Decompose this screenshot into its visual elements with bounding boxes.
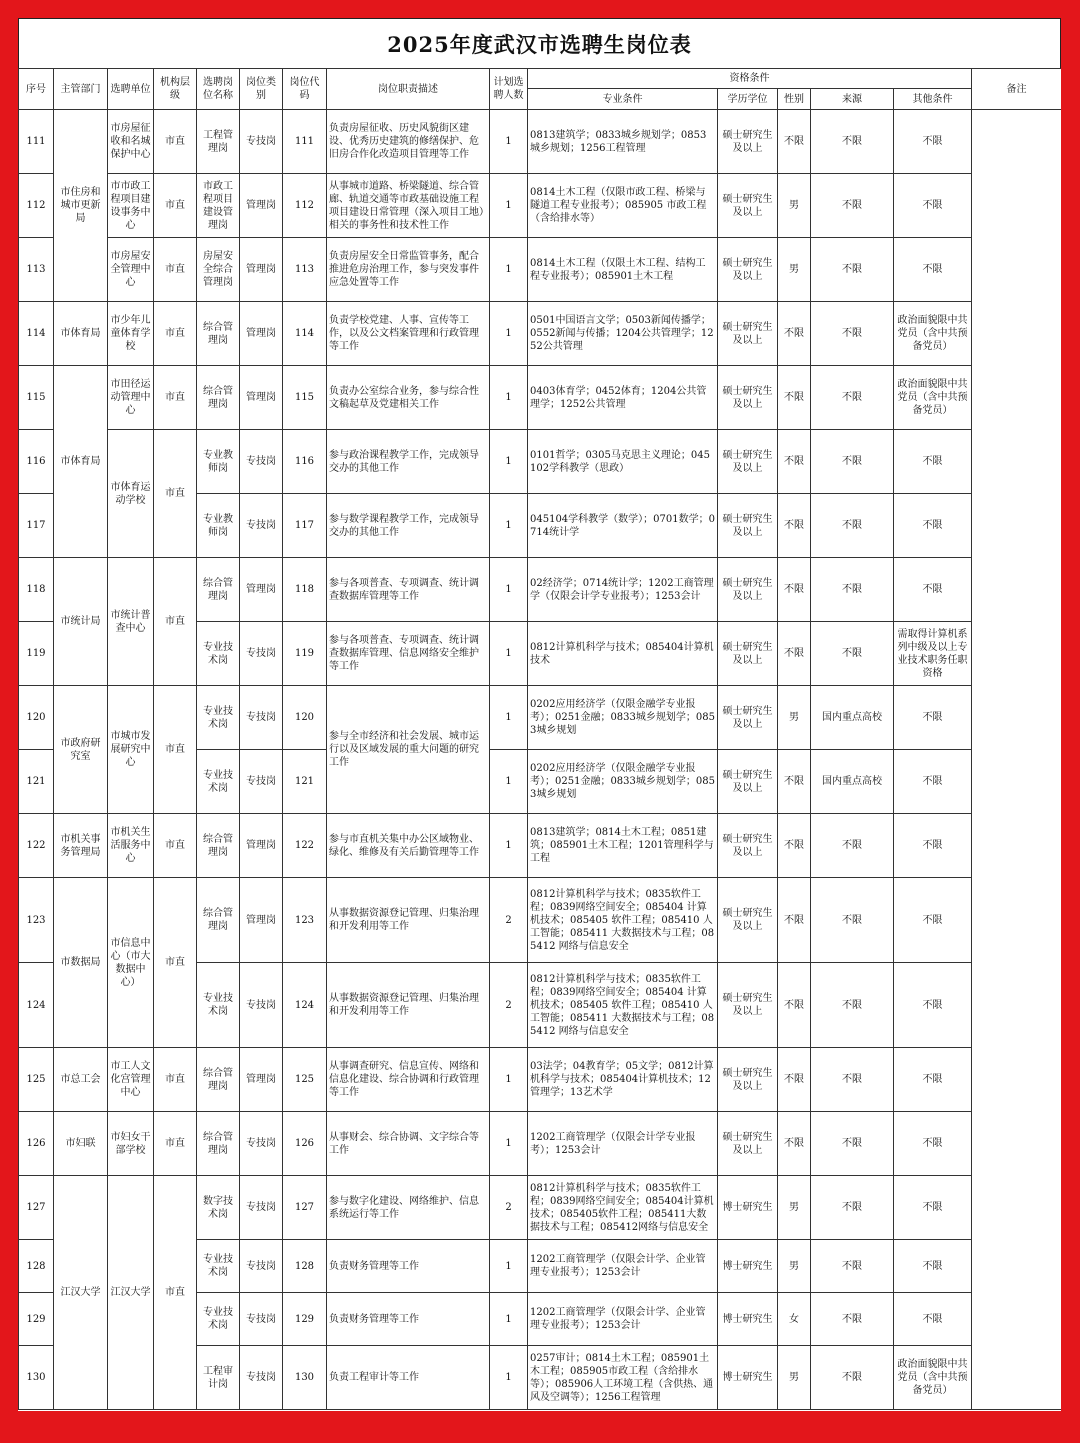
header-dept: 主管部门 (54, 69, 108, 110)
cell-unit: 市信息中心（市大数据中心） (108, 878, 154, 1048)
cell-source: 不限 (811, 814, 894, 878)
cell-level: 市直 (154, 430, 197, 558)
cell-post-type: 专技岗 (240, 622, 283, 686)
cell-gender: 不限 (778, 366, 811, 430)
cell-post-code: 117 (283, 494, 327, 558)
cell-post-code: 120 (283, 686, 327, 750)
cell-plan: 1 (490, 366, 528, 430)
cell-post-code: 111 (283, 110, 327, 174)
cell-dept: 市体育局 (54, 366, 108, 558)
cell-post-type: 专技岗 (240, 1346, 283, 1410)
cell-other: 需取得计算机系列中级及以上专业技术职务任职资格 (894, 622, 972, 686)
cell-post-code: 122 (283, 814, 327, 878)
header-post-name: 选聘岗位名称 (197, 69, 240, 110)
cell-other: 不限 (894, 963, 972, 1048)
cell-post-name: 专业教师岗 (197, 430, 240, 494)
cell-seq: 130 (19, 1346, 54, 1410)
table-row (19, 366, 1062, 430)
cell-source: 不限 (811, 878, 894, 963)
cell-dept: 市数据局 (54, 878, 108, 1048)
cell-seq: 123 (19, 878, 54, 963)
cell-post-name: 综合管理岗 (197, 302, 240, 366)
cell-duty: 从事数据资源登记管理、归集治理和开发利用等工作 (327, 963, 490, 1048)
cell-major: 0501中国语言文学；0503新闻传播学；0552新闻与传播；1204公共管理学；1252公共管理 (528, 302, 718, 366)
cell-source: 不限 (811, 238, 894, 302)
cell-seq: 115 (19, 366, 54, 430)
cell-edu: 硕士研究生及以上 (718, 1048, 778, 1112)
cell-other: 不限 (894, 558, 972, 622)
cell-unit: 市妇女干部学校 (108, 1112, 154, 1176)
cell-dept: 江汉大学 (54, 1176, 108, 1410)
cell-source: 不限 (811, 366, 894, 430)
cell-other: 不限 (894, 174, 972, 238)
header-plan: 计划选聘人数 (490, 69, 528, 110)
cell-post-type: 专技岗 (240, 750, 283, 814)
cell-unit: 市工人文化宫管理中心 (108, 1048, 154, 1112)
cell-unit: 市房屋征收和名城保护中心 (108, 110, 154, 174)
cell-seq: 117 (19, 494, 54, 558)
cell-post-code: 114 (283, 302, 327, 366)
cell-other: 不限 (894, 686, 972, 750)
cell-gender: 不限 (778, 430, 811, 494)
cell-other: 不限 (894, 878, 972, 963)
cell-seq: 116 (19, 430, 54, 494)
cell-seq: 120 (19, 686, 54, 750)
cell-gender: 女 (778, 1293, 811, 1346)
cell-major: 0812计算机科学与技术；0835软件工程；0839网络空间安全；085404 计算机技术；085405 软件工程；085410 人工智能；085411 大数据技术与工程；085412 网络与信息安全 (528, 963, 718, 1048)
cell-seq: 111 (19, 110, 54, 174)
table-row (19, 110, 1062, 174)
cell-duty: 负责财务管理等工作 (327, 1293, 490, 1346)
cell-plan: 1 (490, 686, 528, 750)
cell-plan: 1 (490, 750, 528, 814)
cell-other: 不限 (894, 1112, 972, 1176)
cell-plan: 1 (490, 1240, 528, 1293)
cell-post-name: 工程审计岗 (197, 1346, 240, 1410)
cell-other: 不限 (894, 750, 972, 814)
header-remark: 备注 (972, 69, 1062, 110)
cell-unit: 市田径运动管理中心 (108, 366, 154, 430)
cell-post-type: 管理岗 (240, 814, 283, 878)
header-major: 专业条件 (528, 89, 718, 110)
cell-major: 0257审计；0814土木工程；085901土木工程；085905市政工程（含给排水等）；085906人工环境工程（含供热、通风及空调等）；1256工程管理 (528, 1346, 718, 1410)
cell-dept: 市体育局 (54, 302, 108, 366)
header-qualification: 资格条件 (528, 69, 972, 89)
cell-post-code: 130 (283, 1346, 327, 1410)
cell-seq: 129 (19, 1293, 54, 1346)
cell-edu: 硕士研究生及以上 (718, 622, 778, 686)
cell-edu: 硕士研究生及以上 (718, 238, 778, 302)
cell-plan: 1 (490, 430, 528, 494)
cell-gender: 男 (778, 174, 811, 238)
cell-dept: 市总工会 (54, 1048, 108, 1112)
cell-post-type: 专技岗 (240, 110, 283, 174)
cell-seq: 114 (19, 302, 54, 366)
cell-post-code: 115 (283, 366, 327, 430)
cell-dept: 市政府研究室 (54, 686, 108, 814)
cell-gender: 不限 (778, 110, 811, 174)
table-row (19, 430, 1062, 494)
cell-major: 02经济学；0714统计学；1202工商管理学（仅限会计学专业报考）；1253会计 (528, 558, 718, 622)
cell-seq: 126 (19, 1112, 54, 1176)
cell-gender: 男 (778, 1240, 811, 1293)
cell-plan: 1 (490, 110, 528, 174)
cell-major: 1202工商管理学（仅限会计学、企业管理专业报考）；1253会计 (528, 1293, 718, 1346)
cell-post-code: 129 (283, 1293, 327, 1346)
cell-seq: 112 (19, 174, 54, 238)
cell-edu: 硕士研究生及以上 (718, 366, 778, 430)
cell-source: 不限 (811, 302, 894, 366)
cell-edu: 硕士研究生及以上 (718, 110, 778, 174)
table-row (19, 814, 1062, 878)
cell-source: 不限 (811, 1293, 894, 1346)
cell-edu: 硕士研究生及以上 (718, 750, 778, 814)
cell-duty: 参与数字化建设、网络维护、信息系统运行等工作 (327, 1176, 490, 1240)
cell-edu: 硕士研究生及以上 (718, 302, 778, 366)
cell-plan: 2 (490, 878, 528, 963)
cell-major: 1202工商管理学（仅限会计学专业报考）；1253会计 (528, 1112, 718, 1176)
cell-post-name: 综合管理岗 (197, 558, 240, 622)
cell-unit: 市体育运动学校 (108, 430, 154, 558)
cell-post-type: 专技岗 (240, 963, 283, 1048)
cell-edu: 硕士研究生及以上 (718, 558, 778, 622)
cell-source: 国内重点高校 (811, 750, 894, 814)
cell-duty: 从事数据资源登记管理、归集治理和开发利用等工作 (327, 878, 490, 963)
cell-duty: 参与市直机关集中办公区域物业、绿化、维修及有关后勤管理等工作 (327, 814, 490, 878)
cell-gender: 不限 (778, 302, 811, 366)
cell-other: 政治面貌限中共党员（含中共预备党员） (894, 366, 972, 430)
cell-gender: 不限 (778, 558, 811, 622)
cell-edu: 硕士研究生及以上 (718, 430, 778, 494)
cell-post-code: 125 (283, 1048, 327, 1112)
cell-major: 0813建筑学；0814土木工程；0851建筑；085901土木工程；1201管理科学与工程 (528, 814, 718, 878)
table-row (19, 1176, 1062, 1240)
cell-post-type: 管理岗 (240, 302, 283, 366)
cell-other: 不限 (894, 1048, 972, 1112)
table-row (19, 174, 1062, 238)
cell-duty: 负责房屋安全日常监管事务，配合推进危房治理工作，参与突发事件应急处置等工作 (327, 238, 490, 302)
header-edu: 学历学位 (718, 89, 778, 110)
header-unit: 选聘单位 (108, 69, 154, 110)
cell-edu: 硕士研究生及以上 (718, 494, 778, 558)
cell-other: 不限 (894, 1293, 972, 1346)
table-row (19, 878, 1062, 963)
cell-level: 市直 (154, 174, 197, 238)
cell-post-type: 专技岗 (240, 1112, 283, 1176)
cell-post-code: 124 (283, 963, 327, 1048)
cell-seq: 119 (19, 622, 54, 686)
cell-other: 不限 (894, 238, 972, 302)
cell-post-name: 专业技术岗 (197, 1293, 240, 1346)
cell-post-code: 128 (283, 1240, 327, 1293)
cell-edu: 博士研究生 (718, 1346, 778, 1410)
cell-gender: 男 (778, 686, 811, 750)
cell-major: 0202应用经济学（仅限金融学专业报考）；0251金融；0833城乡规划学；0853城乡规划 (528, 750, 718, 814)
cell-seq: 124 (19, 963, 54, 1048)
cell-other: 不限 (894, 814, 972, 878)
cell-duty: 参与全市经济和社会发展、城市运行以及区域发展的重大问题的研究工作 (327, 686, 490, 814)
cell-remark (972, 110, 1062, 1410)
cell-post-name: 数字技术岗 (197, 1176, 240, 1240)
cell-gender: 不限 (778, 1048, 811, 1112)
cell-post-name: 市政工程项目建设管理岗 (197, 174, 240, 238)
job-table-sheet (18, 18, 1061, 1411)
cell-post-name: 专业技术岗 (197, 963, 240, 1048)
cell-duty: 负责办公室综合业务，参与综合性文稿起草及党建相关工作 (327, 366, 490, 430)
cell-gender: 不限 (778, 494, 811, 558)
cell-post-type: 管理岗 (240, 1048, 283, 1112)
cell-other: 不限 (894, 494, 972, 558)
cell-edu: 硕士研究生及以上 (718, 814, 778, 878)
cell-duty: 负责房屋征收、历史风貌街区建设、优秀历史建筑的修缮保护、危旧房合作化改造项目管理等工作 (327, 110, 490, 174)
cell-post-code: 127 (283, 1176, 327, 1240)
cell-major: 0812计算机科学与技术；0835软件工程；0839网络空间安全；085404 计算机技术；085405 软件工程；085410 人工智能；085411 大数据技术与工程；085412 网络与信息安全 (528, 878, 718, 963)
cell-source: 不限 (811, 110, 894, 174)
cell-source: 不限 (811, 558, 894, 622)
cell-unit: 市统计普查中心 (108, 558, 154, 686)
table-row (19, 1048, 1062, 1112)
cell-other: 不限 (894, 1240, 972, 1293)
cell-edu: 硕士研究生及以上 (718, 1112, 778, 1176)
cell-source: 不限 (811, 1346, 894, 1410)
cell-major: 0812计算机科学与技术；085404计算机技术 (528, 622, 718, 686)
cell-gender: 男 (778, 1176, 811, 1240)
cell-duty: 参与各项普查、专项调查、统计调查数据库管理等工作 (327, 558, 490, 622)
cell-gender: 不限 (778, 814, 811, 878)
header-other: 其他条件 (894, 89, 972, 110)
table-row (19, 238, 1062, 302)
cell-level: 市直 (154, 1112, 197, 1176)
cell-post-code: 118 (283, 558, 327, 622)
cell-edu: 博士研究生 (718, 1176, 778, 1240)
page-title: 2025年度武汉市选聘生岗位表 (18, 18, 1061, 68)
cell-level: 市直 (154, 558, 197, 686)
cell-edu: 硕士研究生及以上 (718, 174, 778, 238)
cell-major: 0202应用经济学（仅限金融学专业报考）；0251金融；0833城乡规划学；0853城乡规划 (528, 686, 718, 750)
cell-gender: 不限 (778, 622, 811, 686)
cell-dept: 市住房和城市更新局 (54, 110, 108, 302)
cell-plan: 2 (490, 963, 528, 1048)
cell-duty: 负责财务管理等工作 (327, 1240, 490, 1293)
cell-post-code: 123 (283, 878, 327, 963)
cell-post-name: 房屋安全综合管理岗 (197, 238, 240, 302)
cell-duty: 负责工程审计等工作 (327, 1346, 490, 1410)
cell-post-type: 专技岗 (240, 1240, 283, 1293)
cell-other: 不限 (894, 110, 972, 174)
cell-plan: 1 (490, 558, 528, 622)
cell-plan: 1 (490, 1346, 528, 1410)
cell-source: 不限 (811, 1240, 894, 1293)
cell-edu: 博士研究生 (718, 1293, 778, 1346)
cell-post-code: 126 (283, 1112, 327, 1176)
table-row (19, 302, 1062, 366)
cell-post-name: 专业技术岗 (197, 686, 240, 750)
cell-duty: 负责学校党建、人事、宣传等工作，以及公文档案管理和行政管理等工作 (327, 302, 490, 366)
cell-edu: 硕士研究生及以上 (718, 878, 778, 963)
cell-source: 不限 (811, 963, 894, 1048)
cell-duty: 从事调查研究、信息宣传、网络和信息化建设、综合协调和行政管理等工作 (327, 1048, 490, 1112)
cell-dept: 市妇联 (54, 1112, 108, 1176)
cell-major: 03法学；04教育学；05文学；0812计算机科学与技术；085404计算机技术；12管理学；13艺术学 (528, 1048, 718, 1112)
cell-post-type: 专技岗 (240, 1176, 283, 1240)
cell-gender: 不限 (778, 750, 811, 814)
cell-level: 市直 (154, 686, 197, 814)
cell-plan: 1 (490, 622, 528, 686)
cell-duty: 参与政治课程教学工作，完成领导交办的其他工作 (327, 430, 490, 494)
cell-major: 0403体育学；0452体育；1204公共管理学；1252公共管理 (528, 366, 718, 430)
cell-post-type: 管理岗 (240, 174, 283, 238)
positions-table (18, 68, 1061, 1410)
cell-other: 不限 (894, 430, 972, 494)
cell-gender: 不限 (778, 963, 811, 1048)
cell-post-code: 121 (283, 750, 327, 814)
cell-level: 市直 (154, 238, 197, 302)
cell-post-code: 119 (283, 622, 327, 686)
cell-post-type: 管理岗 (240, 878, 283, 963)
cell-level: 市直 (154, 1048, 197, 1112)
cell-post-type: 专技岗 (240, 686, 283, 750)
cell-duty: 从事城市道路、桥梁隧道、综合管廊、轨道交通等市政基础设施工程项目建设日常管理（深入项目工地）相关的事务性和技术性工作 (327, 174, 490, 238)
cell-major: 045104学科教学（数学）；0701数学；0714统计学 (528, 494, 718, 558)
header-level: 机构层级 (154, 69, 197, 110)
cell-edu: 博士研究生 (718, 1240, 778, 1293)
cell-post-type: 专技岗 (240, 494, 283, 558)
cell-post-type: 管理岗 (240, 366, 283, 430)
cell-post-code: 112 (283, 174, 327, 238)
cell-post-name: 综合管理岗 (197, 366, 240, 430)
header-row-1 (19, 69, 1062, 89)
header-seq: 序号 (19, 69, 54, 110)
cell-plan: 1 (490, 814, 528, 878)
cell-major: 0813建筑学；0833城乡规划学；0853城乡规划；1256工程管理 (528, 110, 718, 174)
cell-source: 不限 (811, 1176, 894, 1240)
cell-plan: 1 (490, 174, 528, 238)
cell-source: 国内重点高校 (811, 686, 894, 750)
cell-major: 0812计算机科学与技术；0835软件工程；0839网络空间安全；085404计算机技术；085405软件工程；085411大数据技术与工程；085412网络与信息安全 (528, 1176, 718, 1240)
cell-seq: 121 (19, 750, 54, 814)
cell-source: 不限 (811, 430, 894, 494)
cell-post-name: 专业教师岗 (197, 494, 240, 558)
cell-seq: 128 (19, 1240, 54, 1293)
cell-plan: 1 (490, 1112, 528, 1176)
cell-seq: 122 (19, 814, 54, 878)
cell-duty: 参与数学课程教学工作，完成领导交办的其他工作 (327, 494, 490, 558)
cell-edu: 硕士研究生及以上 (718, 963, 778, 1048)
cell-post-name: 综合管理岗 (197, 1112, 240, 1176)
cell-unit: 市机关生活服务中心 (108, 814, 154, 878)
cell-level: 市直 (154, 878, 197, 1048)
cell-major: 0814土木工程（仅限土木工程、结构工程专业报考）；085901土木工程 (528, 238, 718, 302)
cell-plan: 1 (490, 494, 528, 558)
cell-source: 不限 (811, 622, 894, 686)
cell-post-code: 113 (283, 238, 327, 302)
cell-post-type: 管理岗 (240, 238, 283, 302)
cell-unit: 市少年儿童体育学校 (108, 302, 154, 366)
cell-plan: 1 (490, 238, 528, 302)
table-row (19, 686, 1062, 750)
cell-other: 政治面貌限中共党员（含中共预备党员） (894, 1346, 972, 1410)
cell-unit: 江汉大学 (108, 1176, 154, 1410)
cell-post-type: 管理岗 (240, 558, 283, 622)
cell-gender: 不限 (778, 878, 811, 963)
cell-level: 市直 (154, 302, 197, 366)
cell-post-name: 综合管理岗 (197, 878, 240, 963)
cell-dept: 市机关事务管理局 (54, 814, 108, 878)
table-row (19, 1112, 1062, 1176)
header-duty: 岗位职责描述 (327, 69, 490, 110)
cell-source: 不限 (811, 1048, 894, 1112)
cell-source: 不限 (811, 1112, 894, 1176)
cell-seq: 127 (19, 1176, 54, 1240)
cell-post-type: 专技岗 (240, 430, 283, 494)
cell-plan: 2 (490, 1176, 528, 1240)
cell-level: 市直 (154, 110, 197, 174)
cell-major: 0101哲学；0305马克思主义理论；045102学科教学（思政） (528, 430, 718, 494)
cell-source: 不限 (811, 174, 894, 238)
cell-post-code: 116 (283, 430, 327, 494)
cell-post-name: 综合管理岗 (197, 1048, 240, 1112)
cell-other: 不限 (894, 1176, 972, 1240)
cell-seq: 125 (19, 1048, 54, 1112)
cell-plan: 1 (490, 1048, 528, 1112)
cell-post-type: 专技岗 (240, 1293, 283, 1346)
cell-unit: 市市政工程项目建设事务中心 (108, 174, 154, 238)
cell-source: 不限 (811, 494, 894, 558)
cell-seq: 118 (19, 558, 54, 622)
cell-level: 市直 (154, 366, 197, 430)
cell-level: 市直 (154, 1176, 197, 1410)
header-gender: 性别 (778, 89, 811, 110)
cell-post-name: 专业技术岗 (197, 622, 240, 686)
cell-dept: 市统计局 (54, 558, 108, 686)
cell-major: 0814土木工程（仅限市政工程、桥梁与隧道工程专业报考）；085905 市政工程（含给排水等） (528, 174, 718, 238)
cell-level: 市直 (154, 814, 197, 878)
header-post-type: 岗位类别 (240, 69, 283, 110)
cell-gender: 不限 (778, 1112, 811, 1176)
cell-plan: 1 (490, 1293, 528, 1346)
cell-post-name: 工程管理岗 (197, 110, 240, 174)
cell-duty: 从事财会、综合协调、文字综合等工作 (327, 1112, 490, 1176)
cell-post-name: 综合管理岗 (197, 814, 240, 878)
cell-unit: 市房屋安全管理中心 (108, 238, 154, 302)
cell-major: 1202工商管理学（仅限会计学、企业管理专业报考）；1253会计 (528, 1240, 718, 1293)
table-row (19, 558, 1062, 622)
cell-duty: 参与各项普查、专项调查、统计调查数据库管理、信息网络安全维护等工作 (327, 622, 490, 686)
cell-post-name: 专业技术岗 (197, 750, 240, 814)
cell-unit: 市城市发展研究中心 (108, 686, 154, 814)
cell-plan: 1 (490, 302, 528, 366)
cell-gender: 男 (778, 1346, 811, 1410)
cell-post-name: 专业技术岗 (197, 1240, 240, 1293)
cell-other: 政治面貌限中共党员（含中共预备党员） (894, 302, 972, 366)
cell-edu: 硕士研究生及以上 (718, 686, 778, 750)
cell-gender: 男 (778, 238, 811, 302)
header-post-code: 岗位代码 (283, 69, 327, 110)
cell-seq: 113 (19, 238, 54, 302)
header-source: 来源 (811, 89, 894, 110)
